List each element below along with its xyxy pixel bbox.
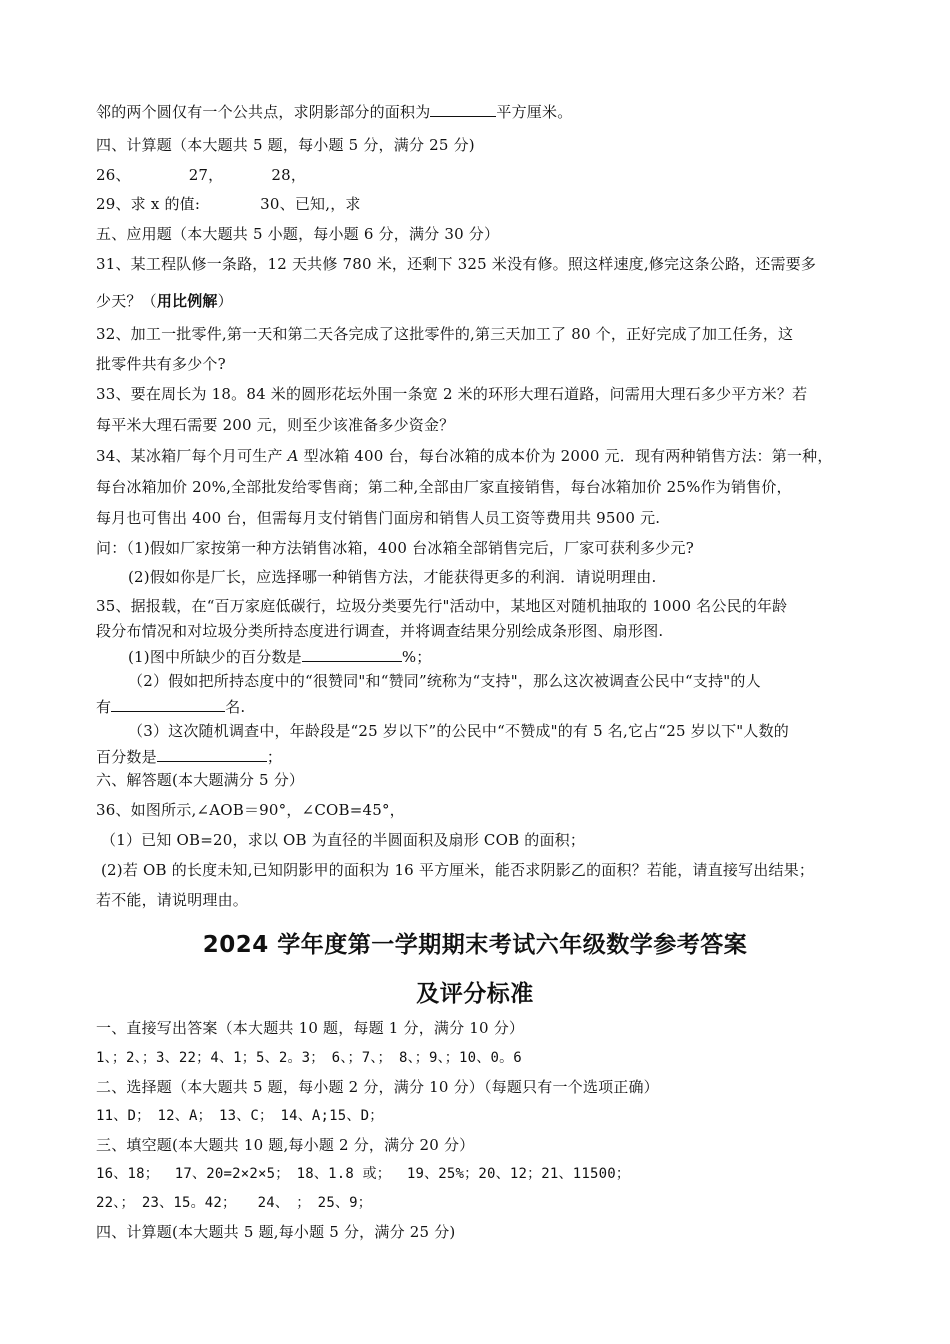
problem-34-q2: (2)假如你是厂长，应选择哪一种销售方法，才能获得更多的利润．请说明理由. [128, 568, 657, 586]
problems-26-28 [96, 165, 306, 185]
problem-35-q1 [128, 646, 432, 667]
text: 百分数是 [96, 748, 157, 766]
problem-34-cont-1: 每台冰箱加价 20%,全部批发给零售商；第二种,全部由厂家直接销售，每台冰箱加价 25%作为销售价， [96, 478, 792, 496]
section-5-heading: 五、应用题（本大题共 5 小题，每小题 6 分，满分 30 分） [96, 225, 500, 243]
answers-22-25: 22、； 23、15。42； 24、 ； 25、9； [96, 1195, 372, 1211]
answer-key-subtitle: 及评分标准 [416, 981, 534, 1007]
problem-33-cont: 每平米大理石需要 200 元，则至少该准备多少资金？ [96, 416, 455, 434]
problem-36-q2: (2)若 OB 的长度未知,已知阴影甲的面积为 16 平方厘米，能否求阴影乙的面积？若能，请直接写出结果； [101, 861, 815, 879]
problem-34-q1: 问：（1)假如厂家按第一种方法销售冰箱，400 台冰箱全部销售完后，厂家可获利多少元? [96, 539, 694, 557]
section-4-heading: 四、计算题（本大题共 5 题，每小题 5 分，满分 25 分) [96, 136, 475, 154]
text: ） [217, 292, 233, 310]
text: (1)图中所缺少的百分数是 [128, 648, 302, 666]
problem-36-q1: （1）已知 OB=20，求以 OB 为直径的半圆面积及扇形 COB 的面积； [101, 831, 586, 849]
problems-29-30 [96, 194, 361, 214]
problem-25-tail [96, 101, 572, 122]
text: %； [401, 648, 432, 666]
text: 邻的两个圆仅有一个公共点，求阴影部分的面积为 [96, 103, 431, 121]
q26: 26、 [96, 166, 131, 184]
italic-a: A [287, 447, 299, 465]
problem-34 [96, 446, 833, 466]
problem-33: 33、要在周长为 18。84 米的圆形花坛外围一条宽 2 米的环形大理石道路，问需用大理石多少平方米？若 [96, 385, 808, 403]
problem-31: 31、某工程队修一条路，12 天共修 780 米，还剩下 325 米没有修。照这样速度,修完这条公路，还需要多 [96, 255, 817, 273]
problem-35-q3-cont [96, 746, 282, 767]
answers-section-1: 一、直接写出答案（本大题共 10 题，每题 1 分，满分 10 分） [96, 1019, 525, 1037]
text: 型冰箱 400 台，每台冰箱的成本价为 2000 元．现有两种销售方法：第一种， [298, 447, 833, 465]
answer-key-title: 2024 学年度第一学期期末考试六年级数学参考答案 [202, 932, 748, 958]
answer-blank [302, 646, 402, 662]
answers-11-15: 11、D； 12、A； 13、C； 14、A;15、D； [96, 1108, 384, 1124]
text: 平方厘米。 [496, 103, 573, 121]
text: 34、某冰箱厂每个月可生产 [96, 447, 288, 465]
answer-blank [430, 101, 496, 117]
problem-35-q3: （3）这次随机调查中，年龄段是“25 岁以下”的公民中“不赞成"的有 5 名,它占“25 岁以下"人数的 [128, 722, 789, 740]
problem-35: 35、据报载，在“百万家庭低碳行，垃圾分类要先行"活动中，某地区对随机抽取的 1000 名公民的年龄 [96, 597, 788, 615]
problem-35-cont: 段分布情况和对垃圾分类所持态度进行调查，并将调查结果分别绘成条形图、扇形图. [96, 622, 664, 640]
problem-32-cont: 批零件共有多少个? [96, 355, 226, 373]
text: ； [266, 748, 283, 766]
answer-blank [157, 746, 267, 762]
problem-31-cont [96, 291, 233, 311]
answers-16-21: 16、18； 17、20=2×2×5； 18、1.8 或； 19、25%；20、12；21、11500； [96, 1166, 631, 1182]
problem-34-cont-2: 每月也可售出 400 台，但需每月支付销售门面房和销售人员工资等费用共 9500 元. [96, 509, 661, 527]
problem-35-q2-cont [96, 696, 245, 717]
q29: 29、求 x 的值: [96, 195, 201, 213]
problem-36-q2-cont: 若不能，请说明理由。 [96, 891, 249, 909]
text: 少天？（ [96, 292, 157, 310]
answers-1-10: 1、；2、；3、22；4、1；5、2。3； 6、；7、； 8、；9、；10、0。6 [96, 1050, 522, 1066]
q28: 28， [271, 166, 307, 184]
answers-section-4: 四、计算题(本大题共 5 题,每小题 5 分，满分 25 分) [96, 1223, 456, 1241]
text: 有 [96, 698, 112, 716]
answers-section-2: 二、选择题（本大题共 5 题，每小题 2 分，满分 10 分）（每题只有一个选项正确） [96, 1078, 659, 1096]
problem-32: 32、加工一批零件,第一天和第二天各完成了这批零件的,第三天加工了 80 个，正好完成了加工任务，这 [96, 325, 794, 343]
text: 名. [225, 698, 246, 716]
section-6-heading: 六、解答题(本大题满分 5 分） [96, 771, 305, 789]
answers-section-3: 三、填空题(本大题共 10 题,每小题 2 分，满分 20 分） [96, 1136, 475, 1154]
problem-35-q2: （2）假如把所持态度中的“很赞同"和“赞同”统称为“支持"，那么这次被调查公民中“支持"的人 [128, 672, 761, 690]
problem-36: 36、如图所示,∠AOB＝90°，∠COB=45°， [96, 801, 405, 819]
q30: 30、已知,，求 [260, 195, 361, 213]
bold-note: 用比例解 [156, 292, 218, 310]
answer-blank [111, 696, 225, 712]
q27: 27， [188, 166, 224, 184]
